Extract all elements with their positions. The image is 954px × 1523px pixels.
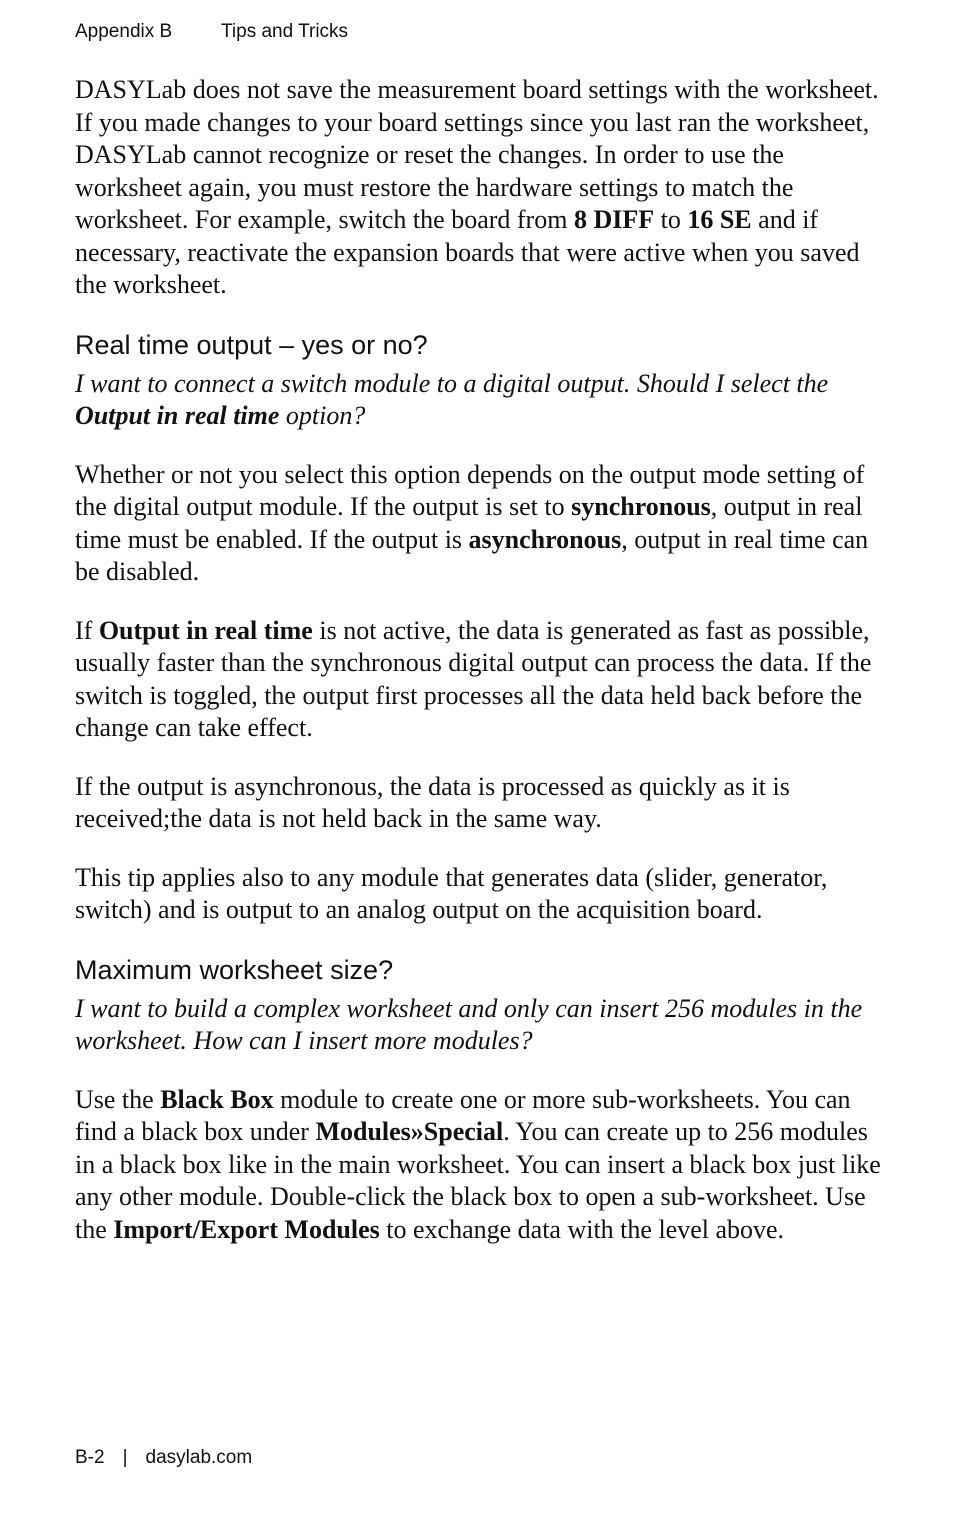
answer-paragraph-2 xyxy=(75,615,885,745)
question-max-worksheet-size: I want to build a complex worksheet and only can insert 256 modules in the worksheet. How can I insert more modules? xyxy=(75,993,863,1055)
bold-term: 16 SE xyxy=(687,205,752,234)
section-heading-real-time-output: Real time output – yes or no? xyxy=(75,329,428,360)
text-run: is not active, the data is generated as fast as possible, usually faster than the synchronous digital output can process the data. If the switch is toggled, the output first processes all the data held back before the change can take effect. xyxy=(75,615,872,742)
intro-paragraph xyxy=(75,74,885,302)
text-run: , output in real time must be enabled. If the output is xyxy=(75,492,863,554)
text-run: . You can create up to 256 modules in a black box like in the main worksheet. You can insert a black box just like any other module. Double-click the black box to open a sub-worksheet. Use the xyxy=(75,1117,881,1244)
answer-paragraph-1 xyxy=(75,459,885,589)
answer-paragraph-4: This tip applies also to any module that generates data (slider, generator, switch) and is output to an analog output on the acquisition board. xyxy=(75,862,828,924)
text-run: to exchange data with the level above. xyxy=(379,1214,785,1244)
page-content xyxy=(75,74,885,1272)
footer-separator: | xyxy=(122,1447,128,1468)
footer-website: dasylab.com xyxy=(145,1447,253,1468)
text-run: I want to connect a switch module to a digital output. Should I select the xyxy=(75,368,829,398)
answer-paragraph-3: If the output is asynchronous, the data is processed as quickly as it is received;the data is not held back in the same way. xyxy=(75,771,790,833)
running-header xyxy=(75,21,348,43)
text-run: module to create one or more sub-worksheets. You can find a black box under xyxy=(75,1084,851,1146)
answer-paragraph-black-box xyxy=(75,1084,885,1247)
text-run: and if necessary, reactivate the expansion boards that were active when you saved the worksheet. xyxy=(75,205,860,299)
bold-term: Import/Export Modules xyxy=(113,1214,380,1244)
text-run: option? xyxy=(279,401,366,430)
section-heading-max-worksheet-size: Maximum worksheet size? xyxy=(75,954,394,985)
text-run: Whether or not you select this option depends on the output mode setting of the digital output module. If the output is set to xyxy=(75,459,865,521)
bold-term: Modules»Special xyxy=(315,1117,504,1146)
text-run: If xyxy=(75,615,99,645)
question-real-time-output xyxy=(75,368,885,433)
bold-term: asynchronous xyxy=(468,524,622,554)
text-run: Use the xyxy=(75,1084,161,1114)
chapter-title: Tips and Tricks xyxy=(221,21,349,42)
bold-term: 8 DIFF xyxy=(573,205,655,234)
chapter-label: Appendix B xyxy=(75,21,173,42)
bold-term: Output in real time xyxy=(98,615,313,645)
page-number: B-2 xyxy=(75,1447,105,1468)
bold-term: Black Box xyxy=(160,1084,274,1114)
text-run: to xyxy=(654,205,688,234)
bold-term: synchronous xyxy=(571,492,711,521)
text-run: , output in real time can be disabled. xyxy=(75,524,869,586)
page-footer xyxy=(75,1447,252,1469)
bold-term: Output in real time xyxy=(75,401,280,430)
text-run: DASYLab does not save the measurement board settings with the worksheet. If you made changes to your board settings since you last ran the worksheet, DASYLab cannot recognize or reset the changes. In order to use the worksheet again, you must restore the hardware settings to match the worksheet. For example, switch the board from xyxy=(75,75,879,234)
